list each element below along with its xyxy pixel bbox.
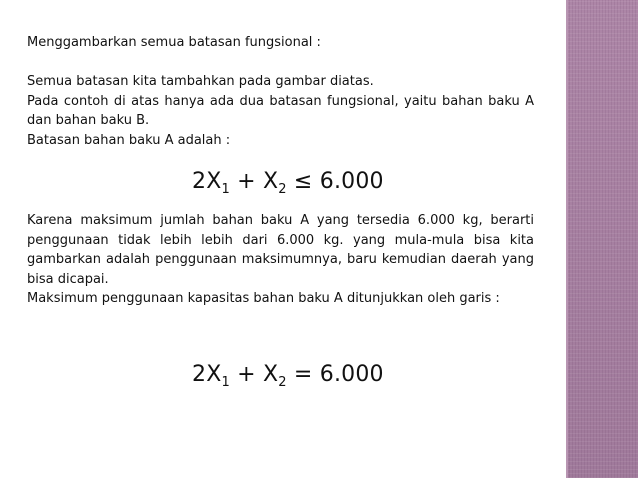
formula-subscript: 2 — [278, 182, 287, 197]
formula-term: + X — [229, 362, 279, 387]
formula-relation: = 6.000 — [286, 362, 384, 387]
slide-body — [27, 33, 534, 150]
spacer — [27, 53, 534, 73]
formula-relation: ≤ 6.000 — [286, 169, 384, 194]
formula-subscript: 2 — [278, 375, 287, 390]
explanation-paragraph-2: Maksimum penggunaan kapasitas bahan baku A ditunjukkan oleh garis : — [27, 291, 500, 306]
formula-term: 2X — [192, 169, 222, 194]
intro-paragraph-1: Semua batasan kita tambahkan pada gambar diatas. — [27, 74, 374, 89]
intro-paragraph-2: Pada contoh di atas hanya ada dua batasan fungsional, yaitu bahan baku A dan bahan baku B. — [27, 93, 534, 128]
intro-paragraph-3: Batasan bahan baku A adalah : — [27, 132, 231, 148]
formula-term: + X — [229, 169, 279, 194]
constraint-inequality — [192, 169, 384, 195]
formula-subscript: 1 — [221, 375, 230, 390]
explanation-paragraph-1: Karena maksimum jumlah bahan baku A yang tersedia 6.000 kg, berarti penggunaan tidak lebih lebih dari 6.000 kg. yang mula-mula bisa kita gambarkan adalah penggunaan maksimumnya, baru kemudian daerah yang bisa dicapai. — [27, 213, 534, 287]
formula-subscript: 1 — [221, 182, 230, 197]
explanation-block — [27, 211, 534, 309]
side-panel-edge — [566, 0, 568, 478]
decorative-side-panel — [566, 0, 638, 478]
constraint-equation — [192, 362, 384, 388]
slide-heading: Menggambarkan semua batasan fungsional : — [27, 35, 321, 50]
formula-term: 2X — [192, 362, 222, 387]
